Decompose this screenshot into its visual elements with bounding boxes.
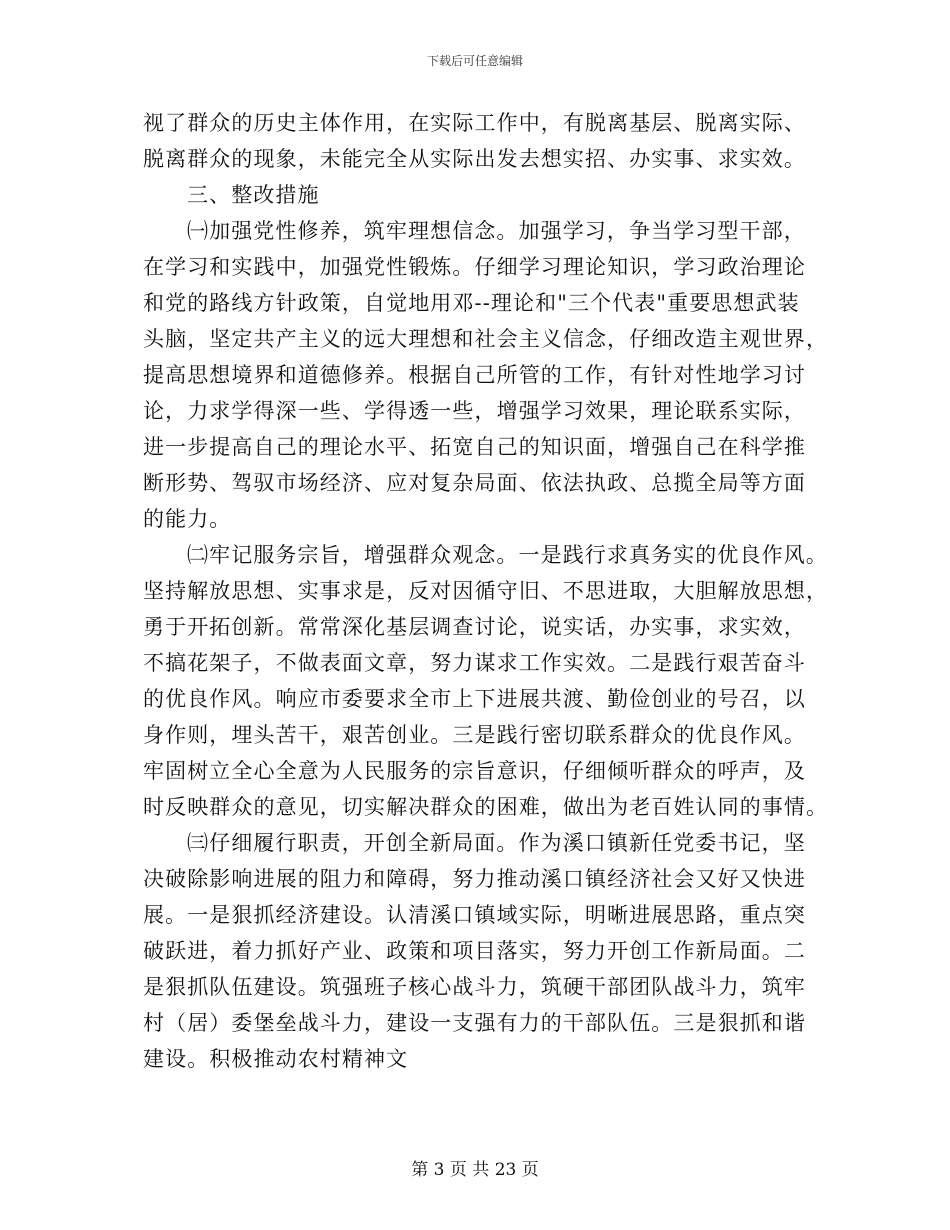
text-line: ㈠加强党性修养，筑牢理想信念。加强学习，争当学习型干部， <box>187 219 806 243</box>
text-line: 视了群众的历史主体作用，在实际工作中，有脱离基层、脱离实际、 <box>143 111 806 135</box>
text-line: 的能力。 <box>143 507 232 531</box>
text-line: 村（居）委堡垒战斗力，建设一支强有力的干部队伍。三是狠抓和谐 <box>143 1011 806 1035</box>
page-header: 下载后可任意编辑 <box>426 54 523 68</box>
text-line: 牢固树立全心全意为人民服务的宗旨意识，仔细倾听群众的呼声，及 <box>143 759 806 783</box>
page-footer: 第 3 页 共 23 页 <box>411 1160 539 1180</box>
document-body <box>143 105 829 1077</box>
text-line: 坚持解放思想、实事求是，反对因循守旧、不思进取，大胆解放思想， <box>143 579 829 603</box>
text-line: 勇于开拓创新。常常深化基层调查讨论，说实话，办实事，求实效， <box>143 615 806 639</box>
text-line: 是狠抓队伍建设。筑强班子核心战斗力，筑硬干部团队战斗力，筑牢 <box>143 975 806 999</box>
text-line: 断形势、驾驭市场经济、应对复杂局面、依法执政、总揽全局等方面 <box>143 471 806 495</box>
text-line: 决破除影响进展的阻力和障碍，努力推动溪口镇经济社会又好又快进 <box>143 867 806 891</box>
text-line: 头脑，坚定共产主义的远大理想和社会主义信念，仔细改造主观世界， <box>143 327 829 351</box>
text-line: ㈢仔细履行职责，开创全新局面。作为溪口镇新任党委书记，坚 <box>187 831 806 855</box>
text-line: 时反映群众的意见，切实解决群众的困难，做出为老百姓认同的事情。 <box>143 795 829 819</box>
text-line: 展。一是狠抓经济建设。认清溪口镇域实际，明晰进展思路，重点突 <box>143 903 806 927</box>
text-line: 破跃进，着力抓好产业、政策和项目落实，努力开创工作新局面。二 <box>143 939 806 963</box>
text-line: 和党的路线方针政策，自觉地用邓--理论和"三个代表"重要思想武装 <box>143 291 800 315</box>
text-line: 的优良作风。响应市委要求全市上下进展共渡、勤俭创业的号召，以 <box>143 687 806 711</box>
text-line: 进一步提高自己的理论水平、拓宽自己的知识面，增强自己在科学推 <box>143 435 806 459</box>
text-line: 脱离群众的现象，未能完全从实际出发去想实招、办实事、求实效。 <box>143 147 806 171</box>
text-line: 提高思想境界和道德修养。根据自己所管的工作，有针对性地学习讨 <box>143 363 806 387</box>
section-heading: 三、整改措施 <box>187 183 320 207</box>
text-line: 建设。积极推动农村精神文 <box>143 1047 409 1071</box>
text-line: 身作则，埋头苦干，艰苦创业。三是践行密切联系群众的优良作风。 <box>143 723 806 747</box>
text-line: 论，力求学得深一些、学得透一些，增强学习效果，理论联系实际， <box>143 399 806 423</box>
text-line: 在学习和实践中，加强党性锻炼。仔细学习理论知识，学习政治理论 <box>143 255 806 279</box>
text-line: ㈡牢记服务宗旨，增强群众观念。一是践行求真务实的优良作风。 <box>187 543 828 567</box>
text-line: 不搞花架子，不做表面文章，努力谋求工作实效。二是践行艰苦奋斗 <box>143 651 806 675</box>
